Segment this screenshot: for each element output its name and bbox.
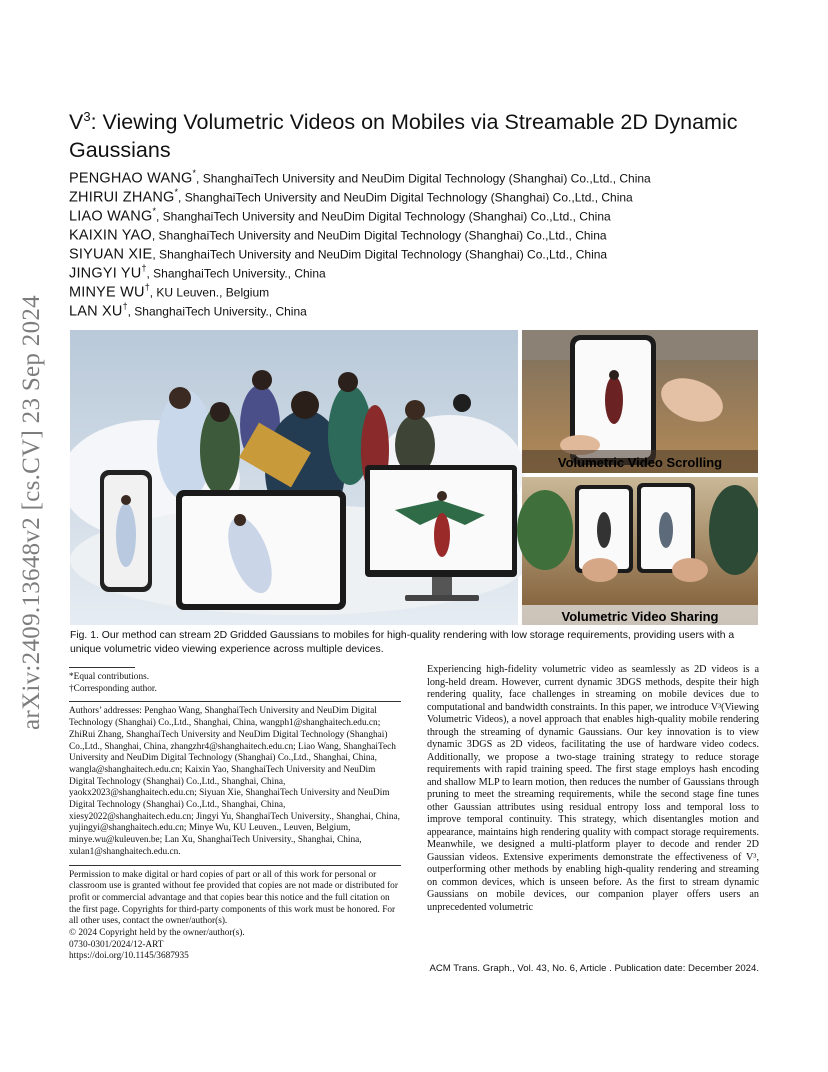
arxiv-watermark: arXiv:2409.13648v2 [cs.CV] 23 Sep 2024 <box>18 295 45 730</box>
author-name: KAIXIN YAO <box>69 227 152 244</box>
footnote-corresponding: †Corresponding author. <box>69 683 157 694</box>
author-line <box>69 183 769 206</box>
author-mark: * <box>152 206 156 216</box>
author-affiliation: , ShanghaiTech University and NeuDim Digital Technology (Shanghai) Co.,Ltd., China <box>178 190 633 205</box>
author-name: SIYUAN XIE <box>69 246 153 263</box>
author-affiliation: , ShanghaiTech University., China <box>127 304 307 319</box>
paper-title <box>69 103 769 164</box>
author-mark: * <box>192 168 197 178</box>
author-name: JINGYI YU <box>69 265 142 282</box>
title-prefix: V <box>69 110 84 135</box>
tablet-device <box>176 490 346 610</box>
author-line <box>69 259 769 282</box>
author-affiliation: , ShanghaiTech University and NeuDim Digital Technology (Shanghai) Co.,Ltd., China <box>151 228 607 243</box>
author-list <box>69 164 769 320</box>
scrolling-label: Volumetric Video Scrolling <box>557 455 723 470</box>
author-affiliation: , ShanghaiTech University and NeuDim Digital Technology (Shanghai) Co.,Ltd., China <box>196 171 651 186</box>
journal-footer: ACM Trans. Graph., Vol. 43, No. 6, Article . Publication date: December 2024. <box>429 963 759 974</box>
phone-device <box>100 470 152 592</box>
author-mark: † <box>141 263 147 273</box>
author-mark: * <box>174 187 179 197</box>
author-mark: † <box>122 301 128 311</box>
addresses-rule <box>69 701 401 702</box>
author-name: ZHIRUI ZHANG <box>69 189 175 206</box>
author-name: MINYE WU <box>69 284 145 301</box>
author-affiliation: , KU Leuven., Belgium <box>149 285 270 300</box>
figure-caption: Fig. 1. Our method can stream 2D Gridded Gaussians to mobiles for high-quality rendering with low storage requirements, providing users with a unique volumetric video viewing experience across multiple devices. <box>70 630 735 655</box>
title-superscript: 3 <box>83 109 91 124</box>
copyright-line: © 2024 Copyright held by the owner/author(s). <box>69 928 245 939</box>
authors-addresses: Authors’ addresses: Penghao Wang, ShanghaiTech University and NeuDim Digital Technology (Shanghai) Co.,Ltd., Shanghai, China, wangph1@shanghaitech.edu.cn; ZhiRui Zhang, ShanghaiTech University and NeuDim Digital Technology (Shanghai) Co.,Ltd., Shanghai, China, zhangzhr4@shanghaitech.edu.cn; Liao Wang, ShanghaiTech University and NeuDim Digital Technology (Shanghai) Co.,Ltd., Shanghai, China, wangla@shanghaitech.edu.cn; Kaixin Yao, ShanghaiTech University and NeuDim Digital Technology (Shanghai) Co.,Ltd., Shanghai, China, yaokx2023@shanghaitech.edu.cn; Siyuan Xie, ShanghaiTech University and NeuDim Digital Technology (Shanghai) Co.,Ltd., Shanghai, China, xiesy2022@shanghaitech.edu.cn; Jingyi Yu, ShanghaiTech University., Shanghai, China, yujingyi@shanghaitech.edu.cn; Minye Wu, KU Leuven., Leuven, Belgium, minye.wu@kuleuven.be; Lan Xu, ShanghaiTech University., Shanghai, China, xulan1@shanghaitech.edu.cn. <box>69 706 401 857</box>
doi-link[interactable]: https://doi.org/10.1145/3687935 <box>69 951 189 962</box>
author-line <box>69 202 769 225</box>
sharing-label: Volumetric Video Sharing <box>561 609 719 624</box>
author-line <box>69 240 769 263</box>
permission-notice: Permission to make digital or hard copies of part or all of this work for personal or classroom use is granted without fee provided that copies are not made or distributed for profit or commercial advantage and that copies bear this notice and the full citation on the first page. Copyrights for third-party components of this work must be honored. For all other uses, contact the owner/author(s). <box>69 869 398 927</box>
title-rest: : Viewing Volumetric Videos on Mobiles via Streamable 2D Dynamic Gaussians <box>69 110 738 163</box>
author-line <box>69 221 769 244</box>
author-affiliation: , ShanghaiTech University and NeuDim Digital Technology (Shanghai) Co.,Ltd., China <box>155 209 611 224</box>
multi-device-scene <box>70 330 530 625</box>
author-mark: † <box>144 282 150 292</box>
author-line <box>69 278 769 301</box>
footnote-equal: *Equal contributions. <box>69 672 150 682</box>
author-affiliation: , ShanghaiTech University and NeuDim Digital Technology (Shanghai) Co.,Ltd., China <box>152 247 608 262</box>
permission-rule <box>69 865 401 866</box>
author-name: LIAO WANG <box>69 208 153 225</box>
author-name: PENGHAO WANG <box>69 170 193 187</box>
scrolling-panel <box>522 330 758 473</box>
author-name: LAN XU <box>69 303 123 320</box>
sharing-panel <box>517 477 758 625</box>
author-affiliation: , ShanghaiTech University., China <box>146 266 326 281</box>
abstract-text: Experiencing high-fidelity volumetric video as seamlessly as 2D videos is a long-held dream. However, current dynamic 3DGS methods, despite their high rendering quality, face challenges in streaming on mobile devices due to computational and bandwidth constraints. In this paper, we introduce V³(Viewing Volumetric Videos), a novel approach that enables high-quality mobile rendering through the streaming of dynamic Gaussians. Our key innovation is to view dynamic 3DGS as 2D videos, facilitating the use of hardware video codecs. Additionally, we propose a two-stage training strategy to reduce storage requirements with rapid training speed. The first stage employs hash encoding and shallow MLP to learn motion, then reduces the number of Gaussians through pruning to meet the streaming requirements, while the second stage fine tunes other Gaussian attributes using residual entropy loss and temporal loss to improve temporal continuity. This strategy, which disentangles motion and appearance, maintains high rendering quality with compact storage requirements. Meanwhile, we designed a multi-platform player to decode and render 2D Gaussian videos. Extensive experiments demonstrate the effectiveness of V³, outperforming other methods by enabling high-quality rendering and streaming on common devices, which is unseen before. As the first to stream dynamic Gaussians on mobile devices, our companion player offers users an unprecedented volumetric <box>427 664 760 913</box>
author-line <box>69 297 769 320</box>
front-matter-column <box>69 667 401 963</box>
issn-line: 0730-0301/2024/12-ART <box>69 939 164 950</box>
teaser-figure <box>70 330 758 625</box>
author-line <box>69 164 769 187</box>
footnote-rule <box>69 667 135 668</box>
